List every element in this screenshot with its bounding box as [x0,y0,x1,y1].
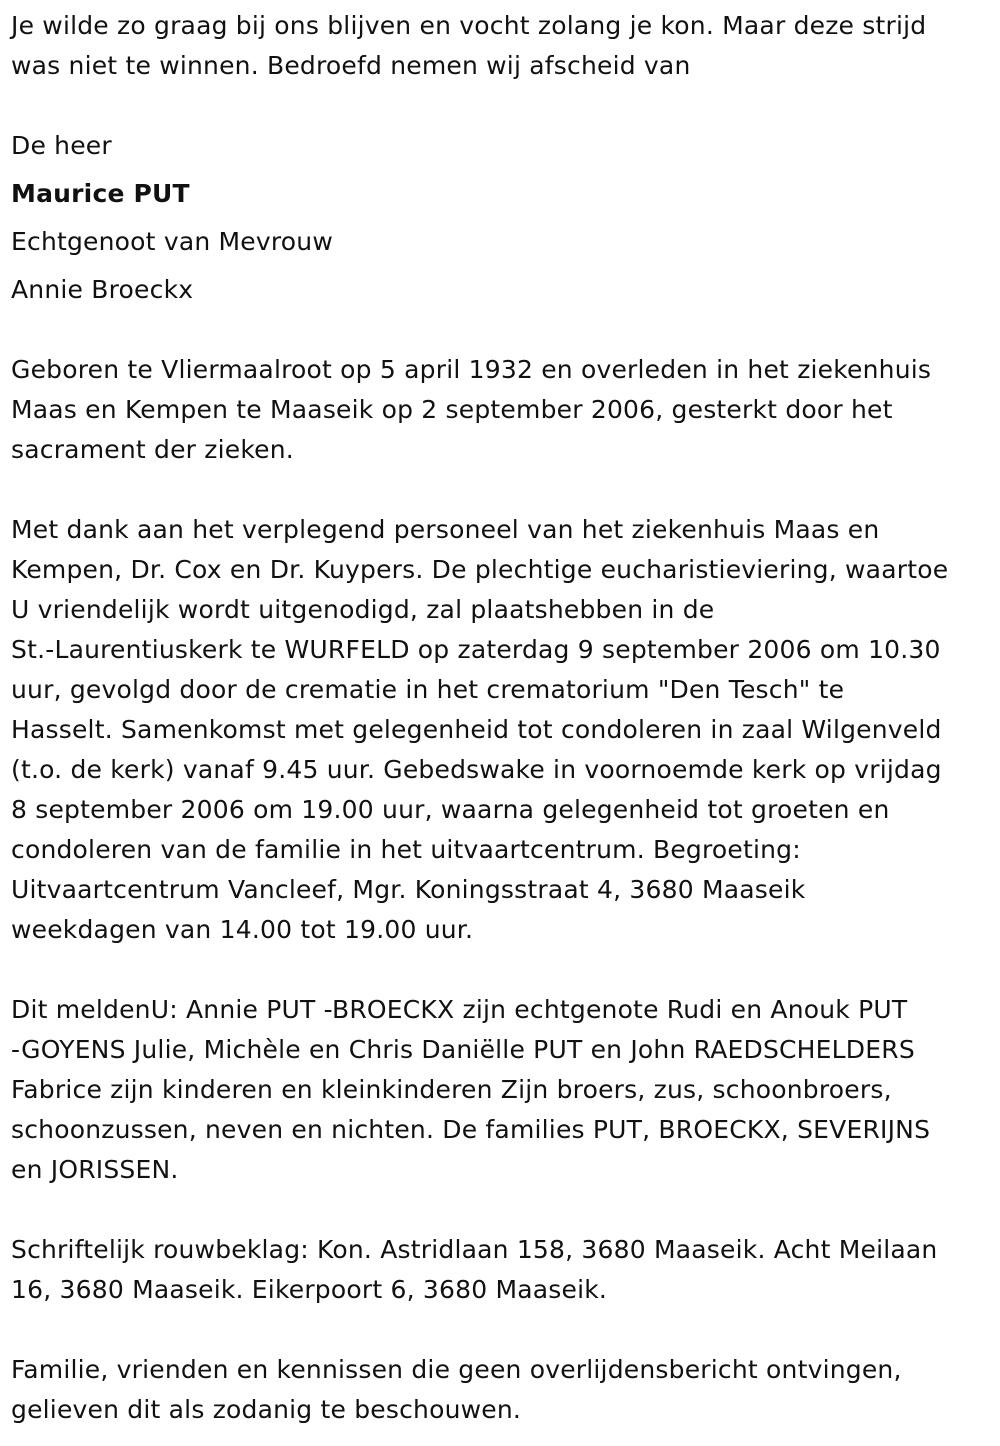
closing-paragraph [11,1350,996,1430]
family-line: -GOYENS Julie, Michèle en Chris Daniëlle PUT en John RAEDSCHELDERS [11,1035,915,1064]
spouse-name: Annie Broeckx [11,275,194,304]
ceremony-line: Uitvaartcentrum Vancleef, Mgr. Koningsstraat 4, 3680 Maaseik [11,875,806,904]
ceremony-line: St.-Laurentiuskerk te WURFELD op zaterdag 9 september 2006 om 10.30 [11,635,941,664]
intro-line: was niet te winnen. Bedroefd nemen wij afscheid van [11,51,691,80]
ceremony-line: condoleren van de familie in het uitvaartcentrum. Begroeting: [11,835,801,864]
family-line: Dit meldenU: Annie PUT -BROECKX zijn echtgenote Rudi en Anouk PUT [11,995,908,1024]
closing-line: Familie, vrienden en kennissen die geen overlijdensbericht ontvingen, [11,1355,902,1384]
ceremony-line: uur, gevolgd door de crematie in het crematorium "Den Tesch" te [11,675,845,704]
family-line: en JORISSEN. [11,1155,179,1184]
family-line: Fabrice zijn kinderen en kleinkinderen Zijn broers, zus, schoonbroers, [11,1075,892,1104]
intro-paragraph [11,6,996,86]
intro-line: Je wilde zo graag bij ons blijven en vocht zolang je kon. Maar deze strijd [11,11,927,40]
family-paragraph [11,990,996,1190]
spouse-line: Echtgenoot van Mevrouw [11,227,333,256]
birth-death-line: Maas en Kempen te Maaseik op 2 september 2006, gesterkt door het [11,395,893,424]
ceremony-line: U vriendelijk wordt uitgenodigd, zal plaatshebben in de [11,595,715,624]
closing-line: gelieven dit als zodanig te beschouwen. [11,1395,522,1424]
ceremony-line: Met dank aan het verplegend personeel van het ziekenhuis Maas en [11,515,880,544]
condolence-address-line: Schriftelijk rouwbeklag: Kon. Astridlaan 158, 3680 Maaseik. Acht Meilaan [11,1235,938,1264]
ceremony-line: Hasselt. Samenkomst met gelegenheid tot condoleren in zaal Wilgenveld [11,715,942,744]
family-line: schoonzussen, neven en nichten. De families PUT, BROECKX, SEVERIJNS [11,1115,931,1144]
ceremony-paragraph [11,510,996,950]
birth-death-line: sacrament der zieken. [11,435,294,464]
ceremony-line: 8 september 2006 om 19.00 uur, waarna gelegenheid tot groeten en [11,795,890,824]
condolence-address-line: 16, 3680 Maaseik. Eikerpoort 6, 3680 Maaseik. [11,1275,608,1304]
deceased-name: Maurice PUT [11,179,190,208]
ceremony-line: Kempen, Dr. Cox en Dr. Kuypers. De plechtige eucharistieviering, waartoe [11,555,949,584]
birth-death-line: Geboren te Vliermaalroot op 5 april 1932 en overleden in het ziekenhuis [11,355,932,384]
salutation: De heer [11,131,112,160]
ceremony-line: weekdagen van 14.00 tot 19.00 uur. [11,915,474,944]
condolence-addresses-paragraph [11,1230,996,1310]
ceremony-line: (t.o. de kerk) vanaf 9.45 uur. Gebedswake in voornoemde kerk op vrijdag [11,755,942,784]
birth-death-paragraph [11,350,996,470]
